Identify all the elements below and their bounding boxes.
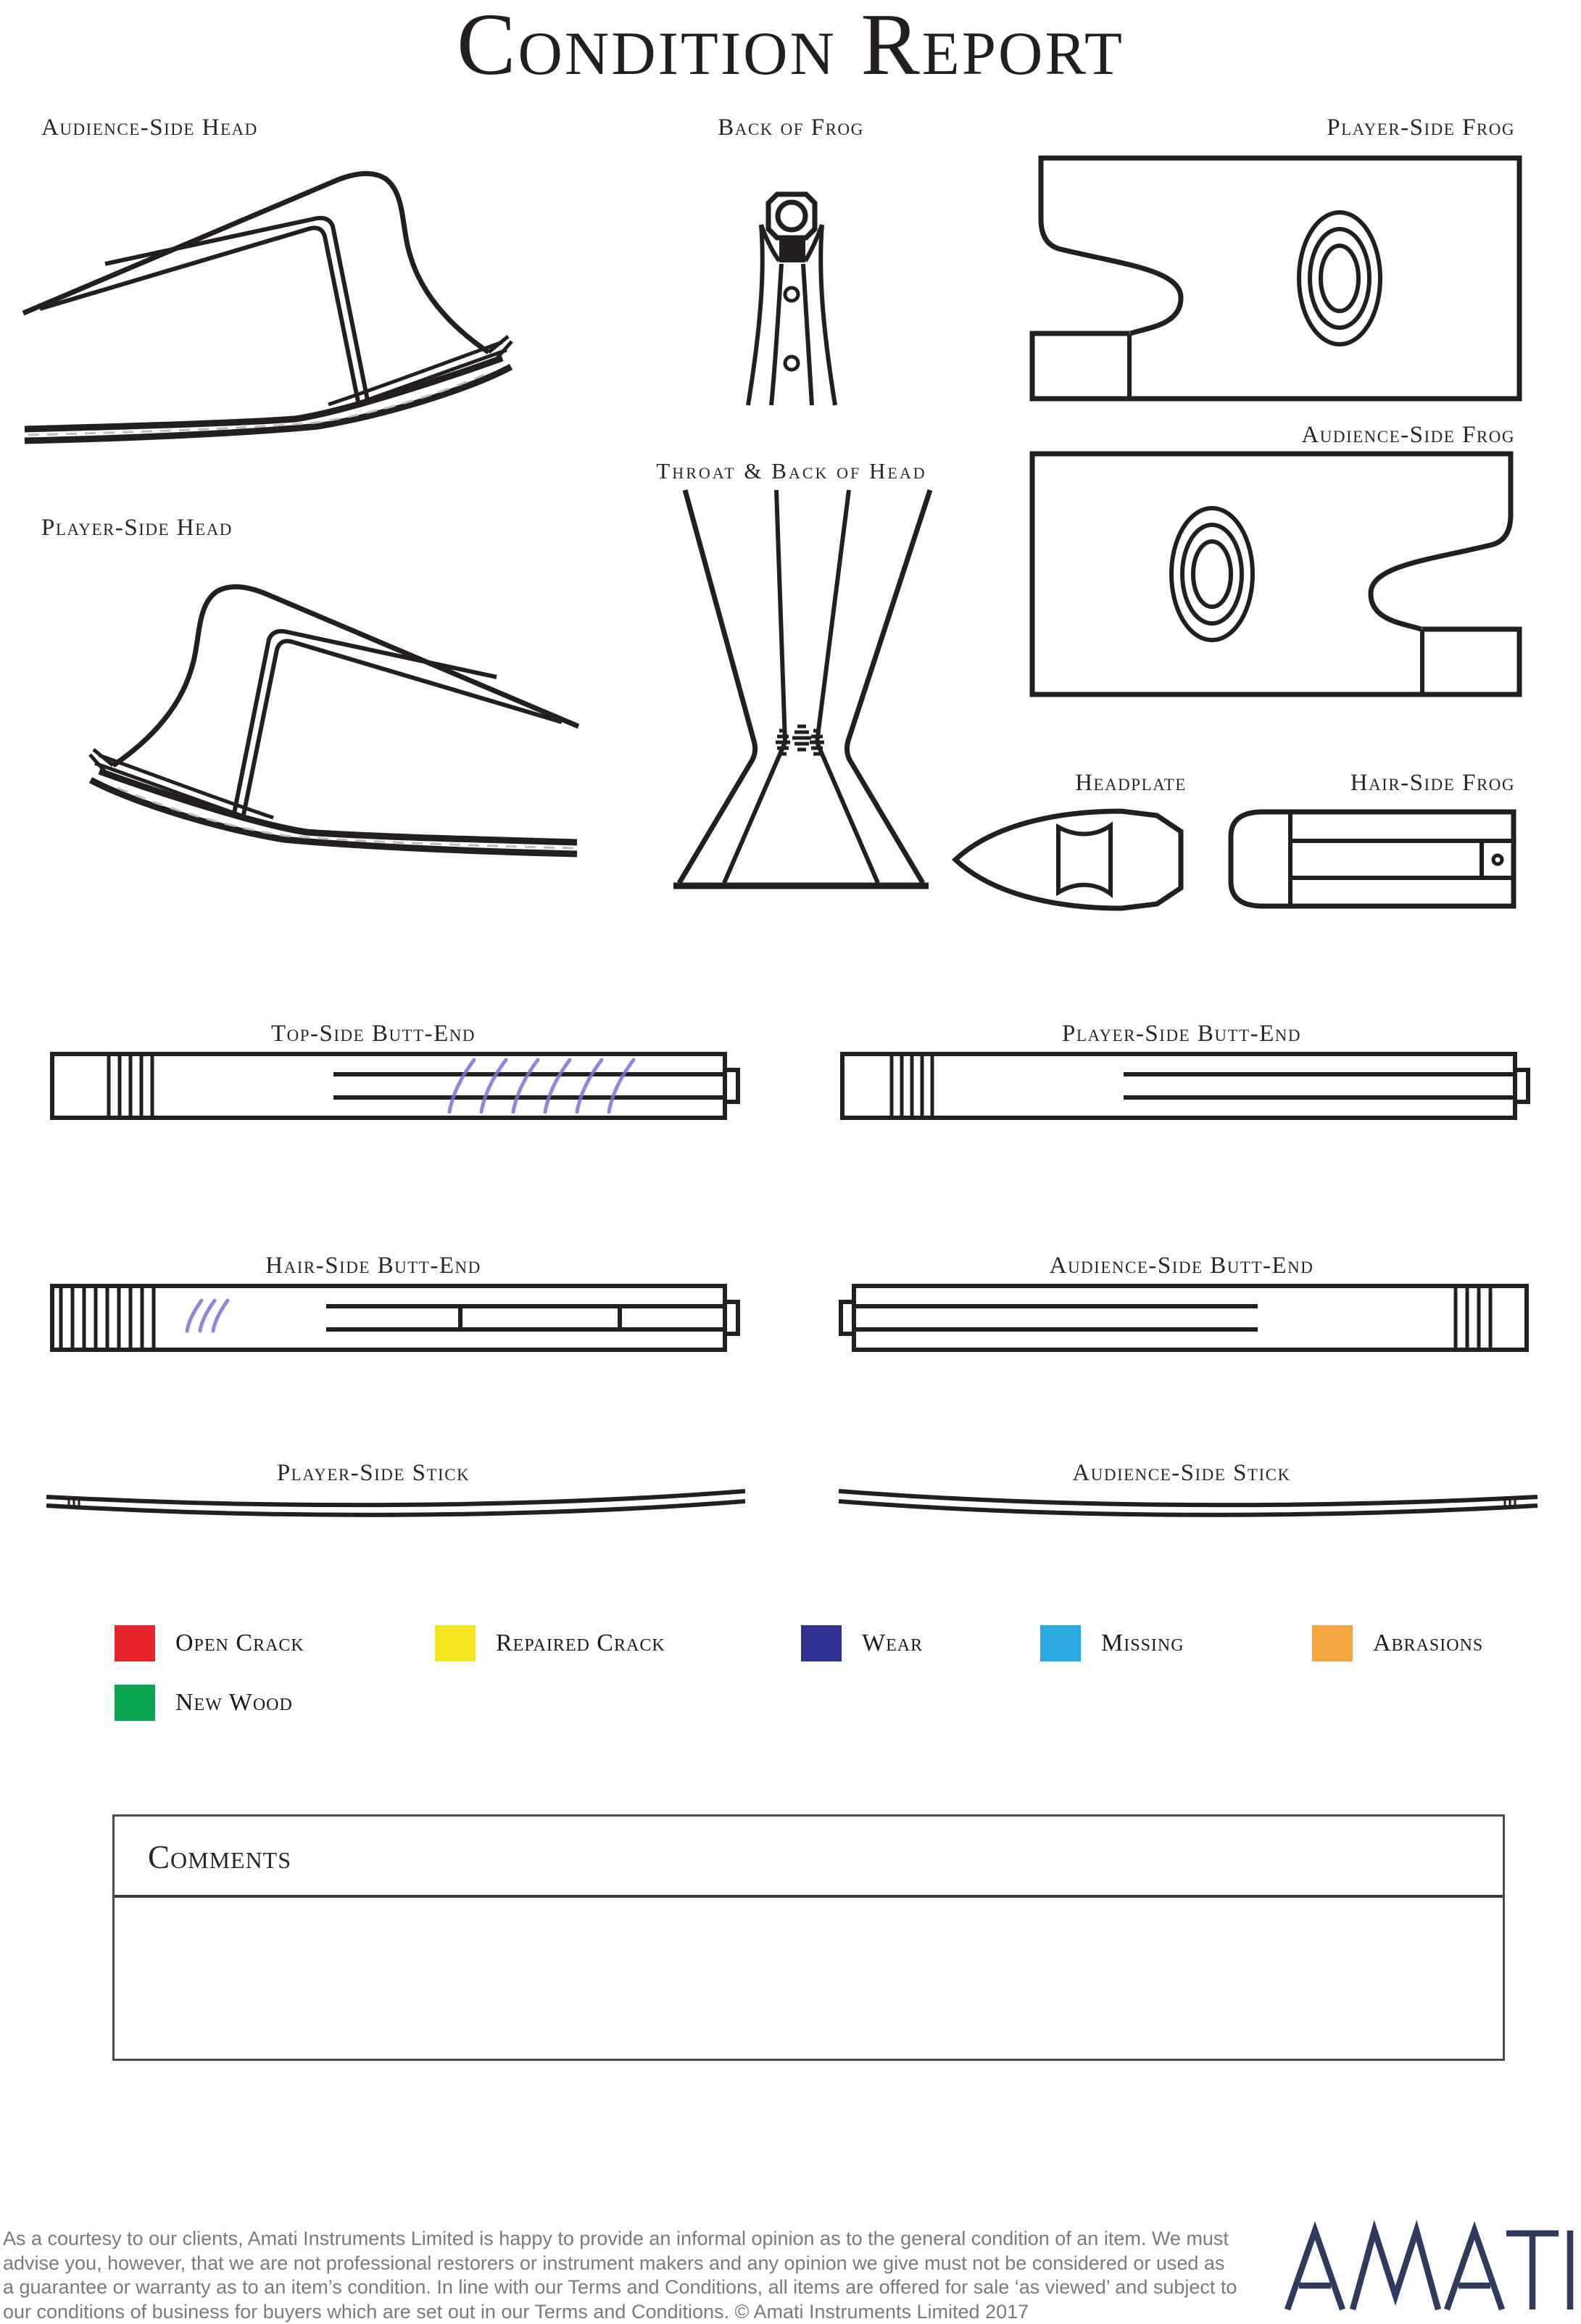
amati-logo — [1285, 2227, 1574, 2312]
top-side-butt-end-diagram — [43, 1050, 747, 1122]
label-player-side-stick: Player-Side Stick — [228, 1460, 518, 1487]
label-headplate: Headplate — [986, 770, 1276, 797]
label-back-of-frog: Back of Frog — [646, 115, 936, 141]
audience-side-butt-end-diagram — [834, 1282, 1537, 1354]
footer-line: As a courtesy to our clients, Amati Instruments Limited is happy to provide an informal opinion as to the general condition of an item. We must — [3, 2227, 1050, 2252]
footer-line: advise you, however, that we are not professional restorers or instrument makers and any opinion we give must not be considered or used as — [3, 2252, 1050, 2276]
label-player-side-butt-end: Player-Side Butt-End — [1037, 1021, 1327, 1047]
label-audience-side-stick: Audience-Side Stick — [1037, 1460, 1327, 1487]
back-of-frog-diagram — [741, 193, 842, 407]
label-hair-side-butt-end: Hair-Side Butt-End — [228, 1253, 518, 1279]
legend-label: Missing — [1101, 1625, 1184, 1661]
label-player-side-head: Player-Side Head — [41, 515, 233, 541]
wear-swatch — [801, 1625, 842, 1661]
abrasions-swatch — [1312, 1625, 1353, 1661]
missing-swatch — [1040, 1625, 1081, 1661]
footer-line: a guarantee or warranty as to an item’s condition. In line with our Terms and Conditions, all items are offered for sale ‘as viewed’ and subject to — [3, 2275, 1050, 2300]
player-side-head-diagram — [11, 555, 591, 867]
legend-label: New Wood — [175, 1685, 293, 1721]
player-side-stick-diagram — [36, 1486, 754, 1519]
comments-input-area[interactable] — [115, 1898, 1503, 2061]
label-throat-back-of-head: Throat & Back of Head — [647, 458, 937, 484]
label-player-side-frog: Player-Side Frog — [1327, 115, 1515, 141]
comments-box — [112, 1814, 1505, 2061]
audience-side-stick-diagram — [830, 1486, 1548, 1519]
player-side-frog-diagram — [1029, 155, 1522, 402]
label-audience-side-head: Audience-Side Head — [41, 115, 258, 141]
audience-side-frog-diagram — [1029, 451, 1522, 697]
comments-label: Comments — [148, 1838, 291, 1876]
throat-back-of-head-diagram — [671, 487, 946, 897]
repaired-crack-swatch — [435, 1625, 476, 1661]
page-title: Condition Report — [0, 0, 1581, 96]
comments-header — [115, 1817, 1503, 1898]
amati-logo-letters — [1287, 2230, 1570, 2310]
label-audience-side-butt-end: Audience-Side Butt-End — [1037, 1253, 1327, 1279]
label-audience-side-frog: Audience-Side Frog — [1301, 422, 1515, 449]
label-hair-side-frog: Hair-Side Frog — [1350, 770, 1515, 797]
legend-label: Repaired Crack — [496, 1625, 665, 1661]
legend-label: Wear — [862, 1625, 923, 1661]
audience-side-head-diagram — [11, 142, 591, 454]
label-top-side-butt-end: Top-Side Butt-End — [228, 1021, 518, 1047]
hair-side-butt-end-diagram — [43, 1282, 747, 1354]
new-wood-swatch — [115, 1685, 155, 1721]
open-crack-swatch — [115, 1625, 155, 1661]
footer-disclaimer — [3, 2227, 1050, 2324]
footer-line: our conditions of business for buyers which are set out in our Terms and Conditions. © Amati Instruments Limited 2017 — [3, 2300, 1050, 2324]
legend-label: Open Crack — [175, 1625, 304, 1661]
player-side-butt-end-diagram — [834, 1050, 1537, 1122]
legend-label: Abrasions — [1373, 1625, 1483, 1661]
hair-side-frog-diagram — [1227, 809, 1516, 909]
wear-ink-marks — [449, 1060, 634, 1112]
headplate-diagram — [951, 805, 1190, 915]
wear-ink-marks — [187, 1300, 228, 1331]
